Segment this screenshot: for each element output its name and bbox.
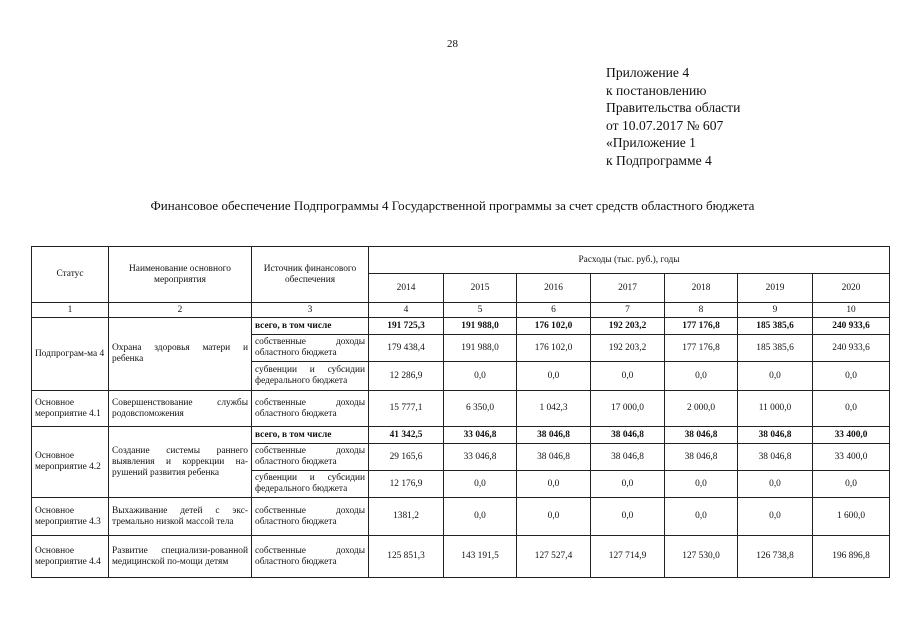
expense-value-cell: 38 046,8 (738, 427, 813, 444)
appendix-line: к Подпрограмме 4 (606, 152, 712, 168)
expense-value-cell: 1 600,0 (813, 498, 890, 536)
header-source: Источник финансового обеспечения (252, 247, 369, 303)
funding-source-cell: собственные доходы областного бюджета (252, 444, 369, 471)
expense-value-cell: 33 046,8 (444, 444, 517, 471)
expense-value-cell: 0,0 (444, 498, 517, 536)
document-title: Финансовое обеспечение Подпрограммы 4 Государственной программы за счет средств областного бюджета (150, 198, 755, 213)
expense-value-cell: 143 191,5 (444, 536, 517, 578)
status-cell: Подпрограм-ма 4 (32, 318, 109, 391)
expense-value-cell: 38 046,8 (591, 444, 665, 471)
expense-value-cell: 38 046,8 (665, 427, 738, 444)
expense-value-cell: 0,0 (738, 471, 813, 498)
expense-value-cell: 17 000,0 (591, 391, 665, 427)
header-name: Наименование основного мероприятия (109, 247, 252, 303)
expense-value-cell: 0,0 (738, 498, 813, 536)
expense-value-cell: 185 385,6 (738, 335, 813, 362)
header-status: Статус (32, 247, 109, 303)
table-row (32, 318, 890, 335)
expense-value-cell: 0,0 (591, 362, 665, 391)
appendix-line: Приложение 4 (606, 65, 690, 80)
activity-name-cell: Создание системы раннего выявления и коррекции на-рушений развития ребенка (109, 427, 252, 498)
expense-value-cell: 29 165,6 (369, 444, 444, 471)
expense-value-cell: 1381,2 (369, 498, 444, 536)
expense-value-cell: 0,0 (591, 498, 665, 536)
expense-value-cell: 15 777,1 (369, 391, 444, 427)
funding-source-cell: всего, в том числе (252, 427, 369, 444)
expense-value-cell: 192 203,2 (591, 318, 665, 335)
column-number: 7 (591, 303, 665, 318)
table-row (32, 536, 890, 578)
activity-name-cell: Охрана здоровья матери и ребенка (109, 318, 252, 391)
column-number: 8 (665, 303, 738, 318)
expense-value-cell: 38 046,8 (517, 427, 591, 444)
funding-source-cell: собственные доходы областного бюджета (252, 391, 369, 427)
table-row (32, 391, 890, 427)
expense-value-cell: 33 046,8 (444, 427, 517, 444)
expense-value-cell: 240 933,6 (813, 318, 890, 335)
expense-value-cell: 38 046,8 (665, 444, 738, 471)
column-number-row (32, 303, 890, 318)
expense-value-cell: 0,0 (665, 362, 738, 391)
header-year: 2017 (591, 274, 665, 303)
expense-value-cell: 0,0 (813, 391, 890, 427)
column-number: 5 (444, 303, 517, 318)
activity-name-cell: Развитие специализи-рованной медицинской по-мощи детям (109, 536, 252, 578)
expense-value-cell: 127 530,0 (665, 536, 738, 578)
expense-value-cell: 127 527,4 (517, 536, 591, 578)
expense-value-cell: 0,0 (517, 362, 591, 391)
header-year: 2018 (665, 274, 738, 303)
activity-name-cell: Выхаживание детей с экс-тремально низкой массой тела (109, 498, 252, 536)
expense-value-cell: 38 046,8 (738, 444, 813, 471)
expense-value-cell: 33 400,0 (813, 427, 890, 444)
status-cell: Основное мероприятие 4.3 (32, 498, 109, 536)
expense-value-cell: 0,0 (665, 498, 738, 536)
expense-value-cell: 127 714,9 (591, 536, 665, 578)
expense-value-cell: 179 438,4 (369, 335, 444, 362)
appendix-line: от 10.07.2017 № 607 (606, 117, 724, 133)
status-cell: Основное мероприятие 4.4 (32, 536, 109, 578)
expense-value-cell: 177 176,8 (665, 318, 738, 335)
status-cell: Основное мероприятие 4.2 (32, 427, 109, 498)
expense-value-cell: 0,0 (813, 362, 890, 391)
expense-value-cell: 126 738,8 (738, 536, 813, 578)
column-number: 2 (109, 303, 252, 318)
header-expenses: Расходы (тыс. руб.), годы (369, 247, 890, 274)
expense-value-cell: 176 102,0 (517, 335, 591, 362)
header-row (32, 247, 890, 274)
expense-value-cell: 191 725,3 (369, 318, 444, 335)
funding-source-cell: собственные доходы областного бюджета (252, 498, 369, 536)
activity-name-cell: Совершенствование службы родовспоможения (109, 391, 252, 427)
expense-value-cell: 240 933,6 (813, 335, 890, 362)
expense-value-cell: 12 286,9 (369, 362, 444, 391)
expense-value-cell: 177 176,8 (665, 335, 738, 362)
header-year: 2015 (444, 274, 517, 303)
expense-value-cell: 11 000,0 (738, 391, 813, 427)
header-year: 2020 (813, 274, 890, 303)
expense-value-cell: 0,0 (517, 498, 591, 536)
table-body (32, 247, 890, 578)
funding-source-cell: всего, в том числе (252, 318, 369, 335)
expense-value-cell: 0,0 (738, 362, 813, 391)
header-year: 2014 (369, 274, 444, 303)
page-number: 28 (447, 38, 458, 50)
header-year: 2019 (738, 274, 813, 303)
status-cell: Основное мероприятие 4.1 (32, 391, 109, 427)
appendix-block (606, 64, 740, 170)
expense-value-cell: 38 046,8 (591, 427, 665, 444)
funding-source-cell: субвенции и субсидии федерального бюджета (252, 362, 369, 391)
expense-value-cell: 0,0 (517, 471, 591, 498)
column-number: 6 (517, 303, 591, 318)
expense-value-cell: 185 385,6 (738, 318, 813, 335)
expense-value-cell: 191 988,0 (444, 335, 517, 362)
header-year: 2016 (517, 274, 591, 303)
table-row (32, 427, 890, 444)
expense-value-cell: 191 988,0 (444, 318, 517, 335)
financing-table (31, 246, 890, 578)
column-number: 1 (32, 303, 109, 318)
column-number: 4 (369, 303, 444, 318)
funding-source-cell: субвенции и субсидии федерального бюджета (252, 471, 369, 498)
table-row (32, 498, 890, 536)
expense-value-cell: 38 046,8 (517, 444, 591, 471)
expense-value-cell: 192 203,2 (591, 335, 665, 362)
expense-value-cell: 12 176,9 (369, 471, 444, 498)
column-number: 3 (252, 303, 369, 318)
expense-value-cell: 125 851,3 (369, 536, 444, 578)
expense-value-cell: 0,0 (813, 471, 890, 498)
appendix-line: «Приложение 1 (606, 135, 696, 151)
expense-value-cell: 41 342,5 (369, 427, 444, 444)
expense-value-cell: 33 400,0 (813, 444, 890, 471)
funding-source-cell: собственные доходы областного бюджета (252, 335, 369, 362)
funding-source-cell: собственные доходы областного бюджета (252, 536, 369, 578)
expense-value-cell: 0,0 (665, 471, 738, 498)
expense-value-cell: 196 896,8 (813, 536, 890, 578)
appendix-line: Правительства области (606, 100, 741, 116)
expense-value-cell: 176 102,0 (517, 318, 591, 335)
expense-value-cell: 0,0 (591, 471, 665, 498)
expense-value-cell: 2 000,0 (665, 391, 738, 427)
expense-value-cell: 0,0 (444, 362, 517, 391)
expense-value-cell: 1 042,3 (517, 391, 591, 427)
appendix-line: к постановлению (606, 82, 707, 98)
expense-value-cell: 6 350,0 (444, 391, 517, 427)
expense-value-cell: 0,0 (444, 471, 517, 498)
column-number: 10 (813, 303, 890, 318)
column-number: 9 (738, 303, 813, 318)
